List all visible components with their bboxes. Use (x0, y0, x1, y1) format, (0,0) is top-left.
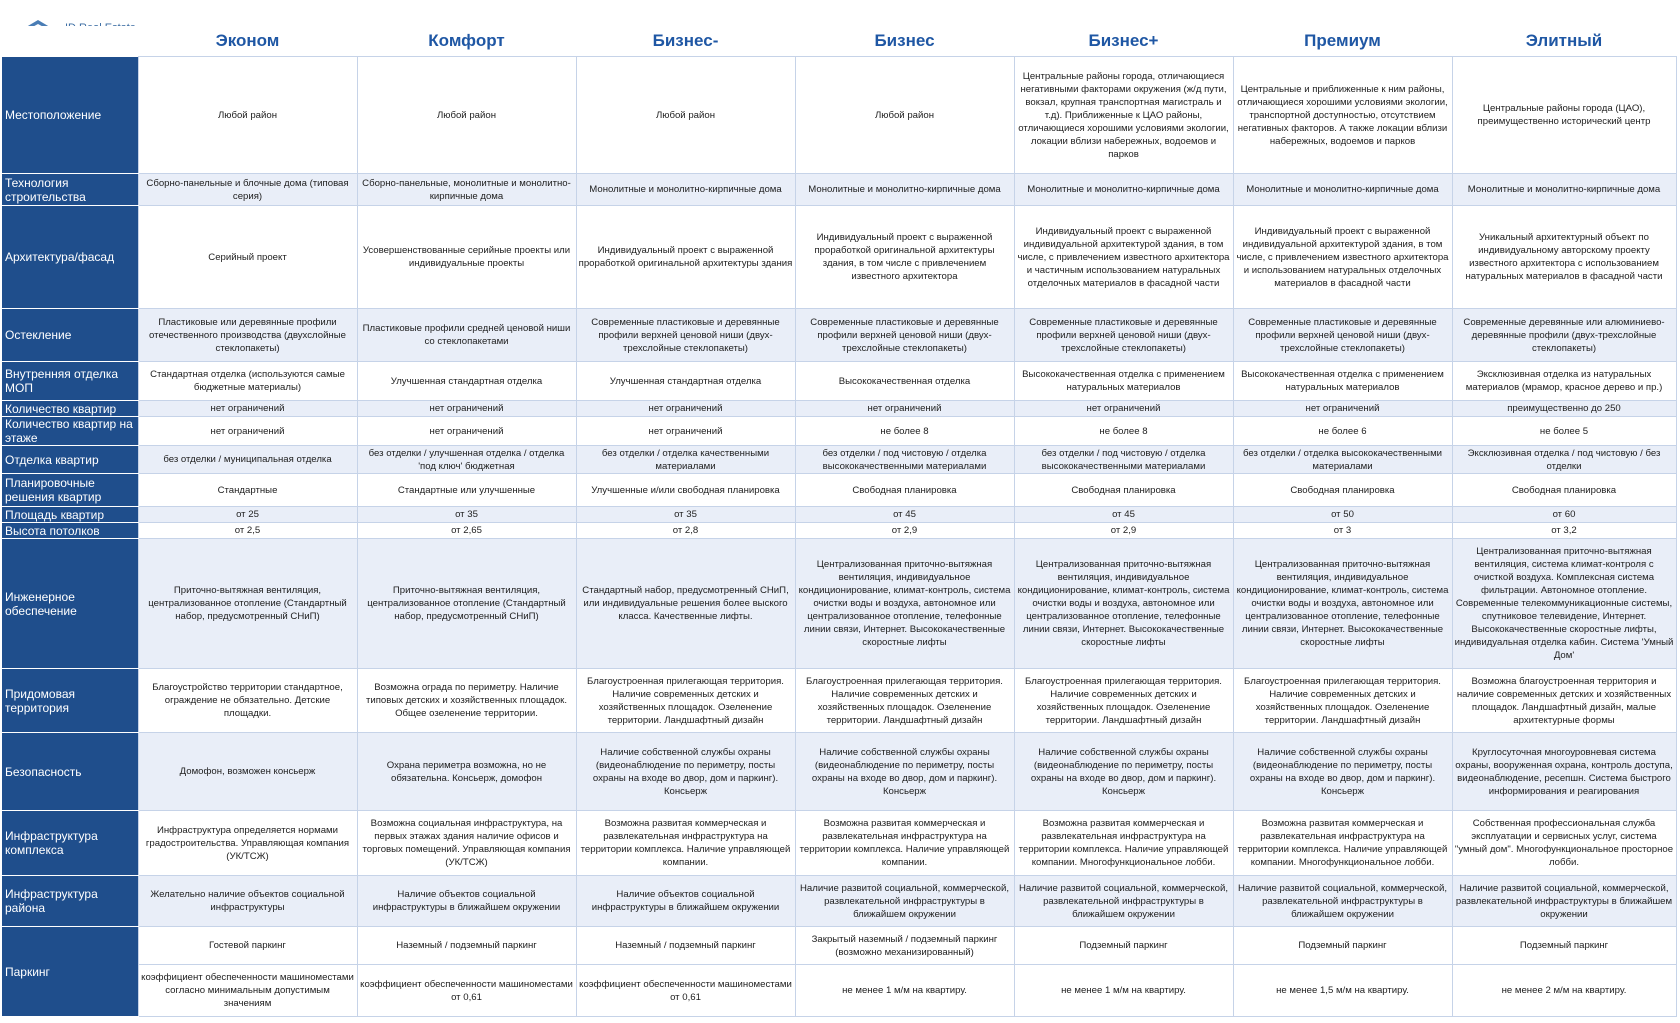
table-cell: без отделки / муниципальная отделка (138, 446, 357, 474)
table-row (2, 362, 1676, 401)
table-row (2, 401, 1676, 417)
table-cell: Эксклюзивная отделка / под чистовую / без отделки (1452, 446, 1676, 474)
table-cell: Благоустроенная прилегающая территория. Наличие современных детских и хозяйственных площадок. Озеленение территории. Ландшафтный дизайн (576, 669, 795, 733)
table-row (2, 927, 1676, 965)
table-cell: коэффициент обеспеченности машиноместами от 0,61 (576, 965, 795, 1017)
row-header: Отделка квартир (2, 446, 138, 474)
table-cell: Желательно наличие объектов социальной инфраструктуры (138, 876, 357, 927)
row-header: Количество квартир (2, 401, 138, 417)
table-cell: Улучшенная стандартная отделка (576, 362, 795, 401)
table-cell: Высококачественная отделка с применением натуральных материалов (1014, 362, 1233, 401)
table-cell: Возможна развитая коммерческая и развлекательная инфраструктура на территории комплекса. Наличие управляющей компании. Многофункциональное лобби. (1233, 811, 1452, 876)
table-cell: не менее 1 м/м на квартиру. (1014, 965, 1233, 1017)
table-cell: от 35 (357, 507, 576, 523)
row-header: Остекление (2, 309, 138, 362)
row-header: Местоположение (2, 57, 138, 174)
table-cell: Наличие развитой социальной, коммерческой, развлекательной инфраструктуры в ближайшем окружении (795, 876, 1014, 927)
table-cell: Центральные и приближенные к ним районы, отличающиеся хорошими условиями экологии, транспортной доступностью, отсутствием негативных факторов. А также локации вблизи набережных, водоемов и парков (1233, 57, 1452, 174)
table-cell: Охрана периметра возможна, но не обязательна. Консьерж, домофон (357, 733, 576, 811)
table-cell: Благоустроенная прилегающая территория. Наличие современных детских и хозяйственных площадок. Озеленение территории. Ландшафтный дизайн (1233, 669, 1452, 733)
table-cell: Подземный паркинг (1452, 927, 1676, 965)
table-cell: Стандартная отделка (используются самые бюджетные материалы) (138, 362, 357, 401)
table-cell: Инфраструктура определяется нормами градостроительства. Управляющая компания (УК/ТСЖ) (138, 811, 357, 876)
table-cell: от 35 (576, 507, 795, 523)
table-cell: Возможна ограда по периметру. Наличие типовых детских и хозяйственных площадок. Общее озеленение территории. (357, 669, 576, 733)
table-cell: Сборно-панельные, монолитные и монолитно-кирпичные дома (357, 174, 576, 206)
table-cell: нет ограничений (357, 401, 576, 417)
table-cell: Собственная профессиональная служба эксплуатации и сервисных услуг, система "умный дом". Многофункциональное просторное лобби. (1452, 811, 1676, 876)
table-cell: не менее 1 м/м на квартиру. (795, 965, 1014, 1017)
table-cell: Современные пластиковые и деревянные профили верхней ценовой ниши (двух-трехслойные стеклопакеты) (576, 309, 795, 362)
table-cell: Гостевой паркинг (138, 927, 357, 965)
table-cell: Сборно-панельные и блочные дома (типовая серия) (138, 174, 357, 206)
table-cell: Возможна благоустроенная территория и наличие современных детских и хозяйственных площадок. Ландшафтный дизайн, малые архитектурные формы (1452, 669, 1676, 733)
table-cell: Современные деревянные или алюминиево-деревянные профили (двух-трехслойные стеклопакеты) (1452, 309, 1676, 362)
table-cell: Круглосуточная многоуровневая система охраны, вооруженная охрана, контроль доступа, видеонаблюдение, ресепшн. Система быстрого информирования и реагирования (1452, 733, 1676, 811)
table-cell: Индивидуальный проект с выраженной проработкой оригинальной архитектуры здания, в том числе с привлечением известного архитектора (795, 206, 1014, 309)
table-cell: без отделки / под чистовую / отделка высококачественными материалами (1014, 446, 1233, 474)
table-cell: Подземный паркинг (1233, 927, 1452, 965)
table-cell: не менее 2 м/м на квартиру. (1452, 965, 1676, 1017)
class-header-biznes-minus: Бизнес- (652, 31, 719, 50)
table-cell: Современные пластиковые и деревянные профили верхней ценовой ниши (двух-трехслойные стеклопакеты) (1014, 309, 1233, 362)
table-cell: Централизованная приточно-вытяжная вентиляция, индивидуальное кондиционирование, климат-контроль, система очистки воды и воздуха, автономное или централизованное отопление, телефонные линии связи, Интернет. Высококачественные скоростные лифты (1014, 539, 1233, 669)
row-header-parking: Паркинг (2, 927, 138, 1017)
table-cell: Возможна развитая коммерческая и развлекательная инфраструктура на территории комплекса. Наличие управляющей компании. (795, 811, 1014, 876)
table-cell: Серийный проект (138, 206, 357, 309)
table-cell: Индивидуальный проект с выраженной индивидуальной архитектурой здания, в том числе, с привлечением известного архитектора и частичным использованием натуральных отделочных материалов в фасадной части (1014, 206, 1233, 309)
table-cell: от 3,2 (1452, 523, 1676, 539)
table-cell: не более 8 (795, 417, 1014, 446)
housing-class-table (2, 26, 1677, 1017)
table-cell: Уникальный архитектурный объект по индивидуальному авторскому проекту известного архитектора с использованием натуральных материалов в фасадной части (1452, 206, 1676, 309)
table-cell: Стандартные (138, 474, 357, 507)
table-cell: без отделки / улучшенная отделка / отделка 'под ключ' бюджетная (357, 446, 576, 474)
table-cell: Эксклюзивная отделка из натуральных материалов (мрамор, красное дерево и пр.) (1452, 362, 1676, 401)
table-cell: от 2,65 (357, 523, 576, 539)
table-cell: от 50 (1233, 507, 1452, 523)
table-cell: нет ограничений (138, 401, 357, 417)
corner-cell (2, 26, 138, 57)
table-cell: не более 8 (1014, 417, 1233, 446)
table-cell: Наземный / подземный паркинг (576, 927, 795, 965)
table-cell: Стандартные или улучшенные (357, 474, 576, 507)
table-cell: без отделки / отделка качественными материалами (576, 446, 795, 474)
table-cell: нет ограничений (357, 417, 576, 446)
row-header: Планировочные решения квартир (2, 474, 138, 507)
table-cell: Высококачественная отделка (795, 362, 1014, 401)
table-cell: преимущественно до 250 (1452, 401, 1676, 417)
table-cell: Монолитные и монолитно-кирпичные дома (576, 174, 795, 206)
table-cell: от 2,9 (1014, 523, 1233, 539)
table-cell: Приточно-вытяжная вентиляция, централизованное отопление (Стандартный набор, предусмотренный СНиП) (357, 539, 576, 669)
table-row (2, 417, 1676, 446)
table-cell: от 25 (138, 507, 357, 523)
table-cell: Централизованная приточно-вытяжная вентиляция, система климат-контроля с очисткой воздуха. Комплексная система фильтрации. Автономное отопление. Современные телекоммуникационные системы, спутниковое телевидение, Интернет. Высококачественные скоростные лифты, индивидуальная отделка кабин. Система 'Умный Дом' (1452, 539, 1676, 669)
table-row (2, 507, 1676, 523)
table-cell: Монолитные и монолитно-кирпичные дома (1233, 174, 1452, 206)
table-cell: Индивидуальный проект с выраженной проработкой оригинальной архитектуры здания (576, 206, 795, 309)
table-cell: без отделки / под чистовую / отделка высококачественными материалами (795, 446, 1014, 474)
table-cell: Закрытый наземный / подземный паркинг (возможно механизированный) (795, 927, 1014, 965)
table-cell: Любой район (795, 57, 1014, 174)
table-cell: не более 6 (1233, 417, 1452, 446)
table-cell: Наличие объектов социальной инфраструктуры в ближайшем окружении (576, 876, 795, 927)
table-row (2, 811, 1676, 876)
row-header: Внутренняя отделка МОП (2, 362, 138, 401)
table-cell: нет ограничений (795, 401, 1014, 417)
table-cell: Домофон, возможен консьерж (138, 733, 357, 811)
table-cell: Централизованная приточно-вытяжная вентиляция, индивидуальное кондиционирование, климат-контроль, система очистки воды и воздуха, автономное или централизованное отопление, телефонные линии связи, Интернет. Высококачественные скоростные лифты (795, 539, 1014, 669)
table-cell: Современные пластиковые и деревянные профили верхней ценовой ниши (двух-трехслойные стеклопакеты) (795, 309, 1014, 362)
row-header: Количество квартир на этаже (2, 417, 138, 446)
table-cell: нет ограничений (1014, 401, 1233, 417)
table-cell: Наличие собственной службы охраны (видеонаблюдение по периметру, посты охраны на входе во двор, дом и паркинг). Консьерж (795, 733, 1014, 811)
table-row (2, 669, 1676, 733)
table-cell: Наличие развитой социальной, коммерческой, развлекательной инфраструктуры в ближайшем окружении (1233, 876, 1452, 927)
row-header: Площадь квартир (2, 507, 138, 523)
table-cell: Улучшенная стандартная отделка (357, 362, 576, 401)
table-row (2, 174, 1676, 206)
table-cell: Улучшенные и/или свободная планировка (576, 474, 795, 507)
table-cell: Индивидуальный проект с выраженной индивидуальной архитектурой здания, в том числе, с привлечением известного архитектора и использованием натуральных отделочных материалов в фасадной части (1233, 206, 1452, 309)
table-cell: нет ограничений (1233, 401, 1452, 417)
class-header-biznes-plus: Бизнес+ (1088, 31, 1159, 50)
row-header: Инфраструктура комплекса (2, 811, 138, 876)
row-header: Инфраструктура района (2, 876, 138, 927)
table-cell: Возможна социальная инфраструктура, на первых этажах здания наличие офисов и торговых помещений. Управляющая компания (УК/ТСЖ) (357, 811, 576, 876)
class-header-biznes: Бизнес (874, 31, 935, 50)
row-header: Технология строительства (2, 174, 138, 206)
class-header-komfort: Комфорт (428, 31, 505, 50)
table-cell: Современные пластиковые и деревянные профили верхней ценовой ниши (двух-трехслойные стеклопакеты) (1233, 309, 1452, 362)
row-header: Высота потолков (2, 523, 138, 539)
table-cell: Наземный / подземный паркинг (357, 927, 576, 965)
table-cell: от 45 (795, 507, 1014, 523)
table-cell: коэффициент обеспеченности машиноместами согласно минимальным допустимым значениям (138, 965, 357, 1017)
table-cell: от 2,5 (138, 523, 357, 539)
table-cell: без отделки / отделка высококачественными материалами (1233, 446, 1452, 474)
class-header-row (2, 26, 1676, 57)
table-cell: Благоустроенная прилегающая территория. Наличие современных детских и хозяйственных площадок. Озеленение территории. Ландшафтный дизайн (795, 669, 1014, 733)
table-cell: Высококачественная отделка с применением натуральных материалов (1233, 362, 1452, 401)
table-cell: Наличие развитой социальной, коммерческой, развлекательной инфраструктуры в ближайшем окружении (1014, 876, 1233, 927)
table-cell: Свободная планировка (1014, 474, 1233, 507)
table-cell: Наличие собственной службы охраны (видеонаблюдение по периметру, посты охраны на входе во двор, дом и паркинг). Консьерж (1233, 733, 1452, 811)
class-header-elitny: Элитный (1525, 31, 1603, 50)
table-row (2, 446, 1676, 474)
table-cell: Благоустроенная прилегающая территория. Наличие современных детских и хозяйственных площадок. Озеленение территории. Ландшафтный дизайн (1014, 669, 1233, 733)
table-cell: Монолитные и монолитно-кирпичные дома (1452, 174, 1676, 206)
table-row (2, 965, 1676, 1017)
table-cell: от 2,8 (576, 523, 795, 539)
table-cell: Свободная планировка (795, 474, 1014, 507)
table-cell: Возможна развитая коммерческая и развлекательная инфраструктура на территории комплекса. Наличие управляющей компании. Многофункциональное лобби. (1014, 811, 1233, 876)
table-cell: от 45 (1014, 507, 1233, 523)
table-cell: Наличие собственной службы охраны (видеонаблюдение по периметру, посты охраны на входе во двор, дом и паркинг). Консьерж (576, 733, 795, 811)
table-cell: Монолитные и монолитно-кирпичные дома (1014, 174, 1233, 206)
table-cell: Наличие развитой социальной, коммерческой, развлекательной инфраструктуры в ближайшем окружении (1452, 876, 1676, 927)
table-row (2, 523, 1676, 539)
row-header: Инженерное обеспечение (2, 539, 138, 669)
row-header: Архитектура/фасад (2, 206, 138, 309)
table-row (2, 733, 1676, 811)
table-cell: Любой район (138, 57, 357, 174)
row-header: Придомовая территория (2, 669, 138, 733)
table-cell: от 2,9 (795, 523, 1014, 539)
table-cell: Приточно-вытяжная вентиляция, централизованное отопление (Стандартный набор, предусмотренный СНиП) (138, 539, 357, 669)
table-cell: Усовершенствованные серийные проекты или индивидуальные проекты (357, 206, 576, 309)
class-header-ekonom: Эконом (215, 31, 280, 50)
class-header-premium: Премиум (1304, 31, 1381, 50)
table-cell: не более 5 (1452, 417, 1676, 446)
table-cell: Наличие собственной службы охраны (видеонаблюдение по периметру, посты охраны на входе во двор, дом и паркинг). Консьерж (1014, 733, 1233, 811)
table-cell: Монолитные и монолитно-кирпичные дома (795, 174, 1014, 206)
table-cell: Возможна развитая коммерческая и развлекательная инфраструктура на территории комплекса. Наличие управляющей компании. (576, 811, 795, 876)
table-cell: Свободная планировка (1233, 474, 1452, 507)
table-row (2, 474, 1676, 507)
table-cell: Любой район (576, 57, 795, 174)
table-row (2, 309, 1676, 362)
table-row (2, 539, 1676, 669)
table-cell: Любой район (357, 57, 576, 174)
table-cell: не менее 1,5 м/м на квартиру. (1233, 965, 1452, 1017)
table-cell: Центральные районы города, отличающиеся негативными факторами окружения (ж/д пути, вокзал, крупная транспортная магистраль и т.д). Приближенные к ЦАО районы, отличающиеся хорошими условиями экологии, локации вблизи набережных, водоемов и парков (1014, 57, 1233, 174)
table-row (2, 876, 1676, 927)
table-cell: Стандартный набор, предусмотренный СНиП, или индивидуальные решения более выского класса. Качественные лифты. (576, 539, 795, 669)
table-cell: нет ограничений (576, 417, 795, 446)
table-cell: Центральные районы города (ЦАО), преимущественно исторический центр (1452, 57, 1676, 174)
table-row (2, 206, 1676, 309)
table-cell: нет ограничений (138, 417, 357, 446)
table-cell: Благоустройство территории стандартное, ограждение не обязательно. Детские площадки. (138, 669, 357, 733)
table-cell: Наличие объектов социальной инфраструктуры в ближайшем окружении (357, 876, 576, 927)
table-row (2, 57, 1676, 174)
table-cell: коэффициент обеспеченности машиноместами от 0,61 (357, 965, 576, 1017)
table-cell: нет ограничений (576, 401, 795, 417)
table-cell: от 3 (1233, 523, 1452, 539)
table-cell: Пластиковые или деревянные профили отечественного производства (двухслойные стеклопакеты) (138, 309, 357, 362)
row-header: Безопасность (2, 733, 138, 811)
table-cell: Пластиковые профили средней ценовой ниши со стеклопакетами (357, 309, 576, 362)
table-cell: Централизованная приточно-вытяжная вентиляция, индивидуальное кондиционирование, климат-контроль, система очистки воды и воздуха, автономное или централизованное отопление, телефонные линии связи, Интернет. Высококачественные скоростные лифты (1233, 539, 1452, 669)
table-cell: Свободная планировка (1452, 474, 1676, 507)
table-cell: от 60 (1452, 507, 1676, 523)
table-cell: Подземный паркинг (1014, 927, 1233, 965)
